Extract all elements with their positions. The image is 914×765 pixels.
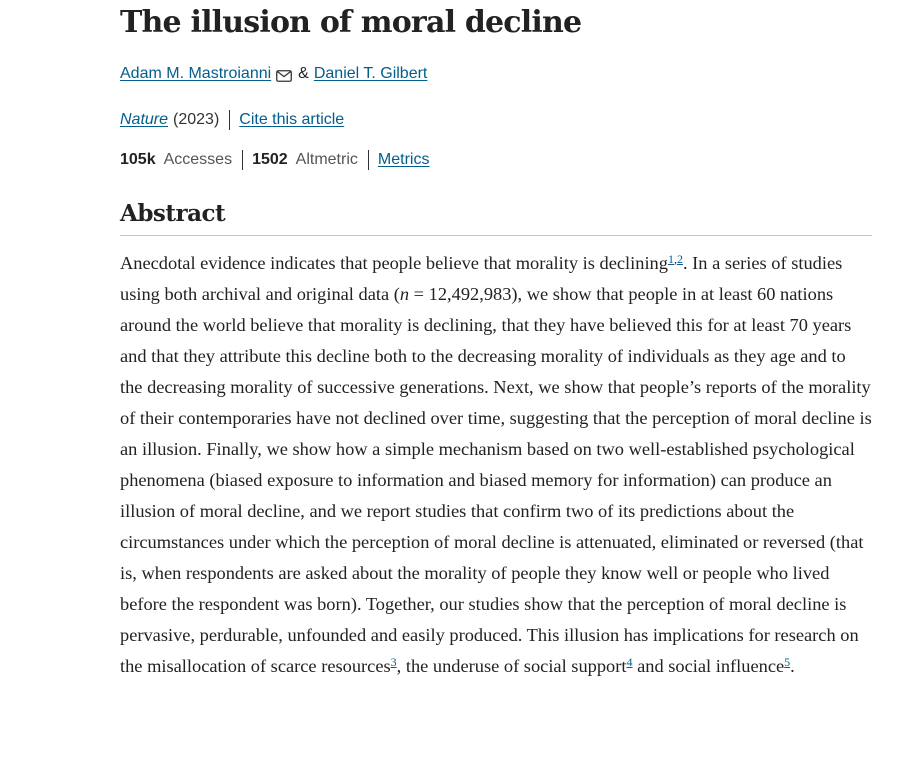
abstract-text: , the underuse of social support bbox=[396, 656, 627, 676]
citation-ref-2[interactable]: 2 bbox=[676, 252, 683, 266]
divider bbox=[242, 150, 243, 170]
divider bbox=[229, 110, 230, 130]
article-header bbox=[120, 0, 872, 682]
ref-separator: , bbox=[673, 252, 677, 266]
author-link-mastroianni[interactable]: Adam M. Mastroianni bbox=[120, 65, 272, 82]
altmetric-score: 1502 bbox=[252, 151, 288, 168]
abstract-paragraph bbox=[120, 248, 872, 682]
accesses-label: Accesses bbox=[163, 151, 233, 168]
citation-ref-1[interactable]: 1 bbox=[667, 252, 674, 266]
publication-info bbox=[120, 110, 872, 130]
citation-ref-4[interactable]: 4 bbox=[626, 655, 633, 669]
citation-refs-1-2 bbox=[668, 252, 683, 266]
accesses-count: 105k bbox=[120, 151, 156, 168]
citation-ref-5[interactable]: 5 bbox=[784, 655, 791, 669]
abstract-body bbox=[120, 248, 872, 682]
publication-year: (2023) bbox=[173, 111, 220, 128]
abstract-text: and social influence bbox=[632, 656, 785, 676]
abstract-text: . In a series of studies using both archival and original data ( bbox=[120, 253, 843, 304]
article-metrics bbox=[120, 150, 872, 170]
abstract-text: = 12,492,983), we show that people in at least 60 nations around the world believe that morality is declining, that they have believed this for at least 70 years and that they attribute this decline both to the decreasing morality of individuals as they age and to the decreasing morality of successive generations. Next, we show that people’s reports of the morality of their contemporaries have not declined over time, suggesting that the perception of moral decline is an illusion. Finally, we show how a simple mechanism based on two well-established psychological phenomena (biased exposure to information and biased memory for information) can produce an illusion of moral decline, and we report studies that confirm two of its predictions about the circumstances under which the perception of moral decline is attenuated, eliminated or reversed (that is, when respondents are asked about the morality of people they know well or people who lived before the respondent was born). Together, our studies show that the perception of moral decline is pervasive, perdurable, unfounded and easily produced. This illusion has implications for research on the misallocation of scarce resources bbox=[120, 284, 872, 676]
metrics-link[interactable]: Metrics bbox=[377, 151, 430, 168]
abstract-heading: Abstract bbox=[120, 199, 872, 236]
cite-article-link[interactable]: Cite this article bbox=[239, 111, 345, 128]
author-separator: & bbox=[298, 65, 309, 82]
citation-ref-3[interactable]: 3 bbox=[390, 655, 397, 669]
article-title: The illusion of moral decline bbox=[120, 5, 582, 40]
journal-link[interactable]: Nature bbox=[120, 111, 169, 128]
author-link-gilbert[interactable]: Daniel T. Gilbert bbox=[313, 65, 428, 82]
abstract-text: Anecdotal evidence indicates that people believe that morality is declining bbox=[120, 253, 668, 273]
envelope-icon[interactable] bbox=[276, 68, 292, 80]
sample-size-variable: n bbox=[399, 284, 410, 304]
divider bbox=[368, 150, 369, 170]
abstract-text: . bbox=[790, 656, 795, 676]
author-list bbox=[120, 64, 872, 84]
altmetric-label: Altmetric bbox=[295, 151, 358, 168]
